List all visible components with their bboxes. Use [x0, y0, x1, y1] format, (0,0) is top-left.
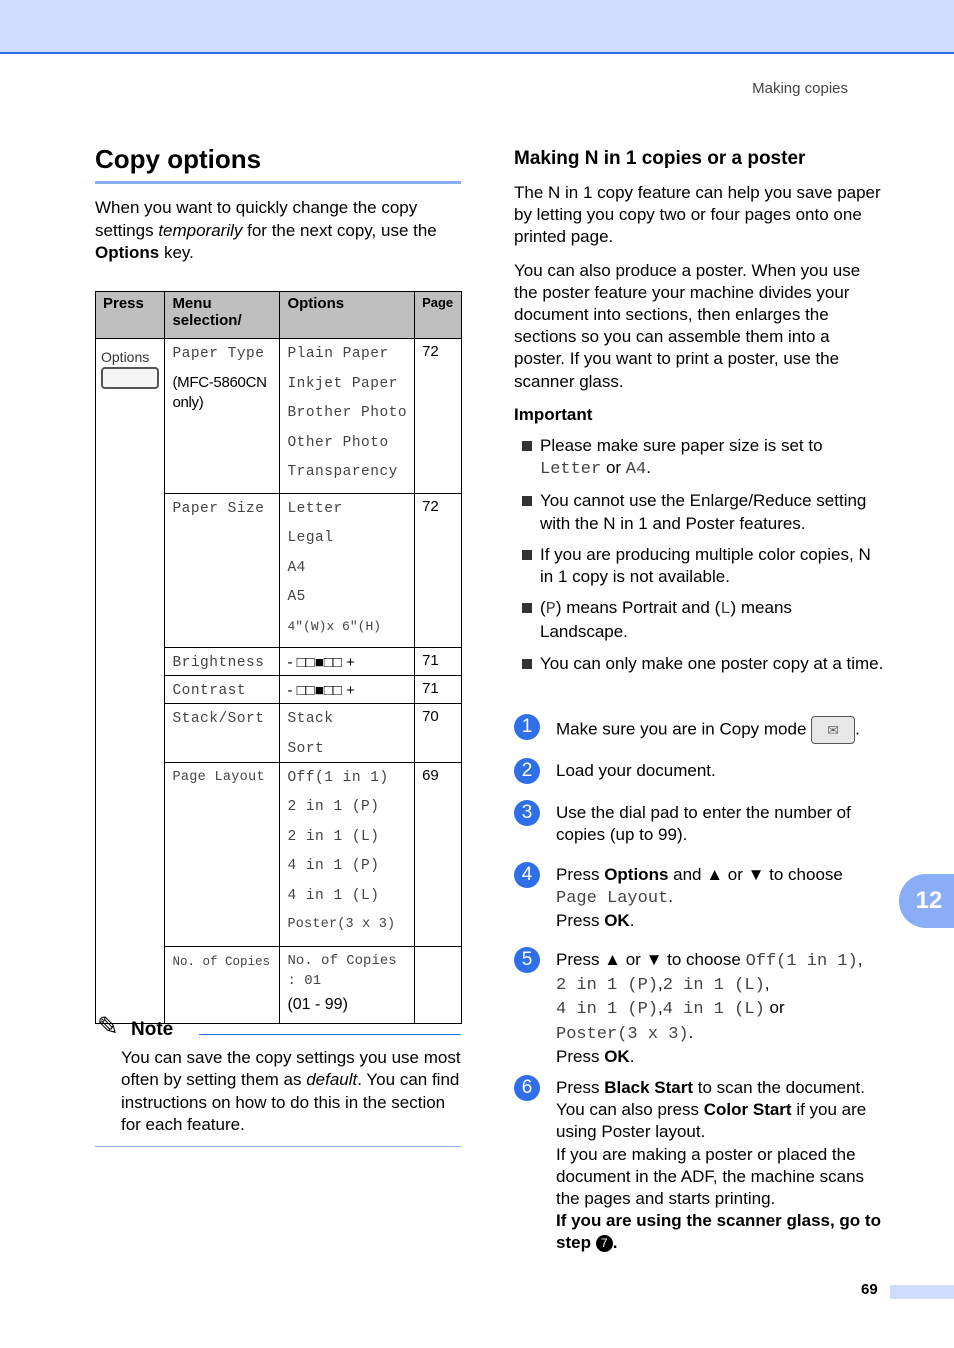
- intro-paragraph: When you want to quickly change the copy settings temporarily for the next copy, use the Options key.: [95, 198, 437, 262]
- option-value: 2 in 1 (L): [287, 828, 380, 845]
- options-key-icon: [101, 367, 159, 389]
- header-page: Page: [415, 292, 462, 339]
- option-value: 4 in 1 (P): [287, 858, 380, 874]
- page-ref: 71: [415, 676, 462, 704]
- options-key-label: Options: [101, 349, 150, 365]
- copy-mode-icon: ✉: [811, 716, 855, 744]
- table-header-row: [96, 292, 462, 339]
- paragraph: You can also produce a poster. When you use the poster feature your machine divides your document into sections, then enlarges the sections so you can assemble them into a poster. If you want to print a poster, use the scanner glass.: [514, 260, 861, 391]
- bullet-icon: [522, 496, 532, 506]
- menu-item: Contrast: [172, 683, 247, 699]
- top-banner: [0, 0, 954, 54]
- option-value: Poster(3 x 3): [287, 917, 396, 932]
- header-menu: Menu selection/: [165, 292, 280, 339]
- page-ref: 72: [415, 493, 462, 648]
- note-bottom-rule: [95, 1146, 461, 1147]
- page-ref: 71: [415, 648, 462, 676]
- title-rule: [95, 181, 461, 184]
- option-value: : 01: [287, 972, 322, 989]
- menu-note: (MFC-5860CN only): [172, 373, 267, 411]
- step-5: 5 Press ▲ or ▼ to choose Off(1 in 1), 2 in 1 (P),2 in 1 (L), 4 in 1 (P),4 in 1 (L) or Poster(3 x 3). Press OK.: [514, 949, 884, 1068]
- option-value: Plain Paper: [287, 346, 389, 362]
- option-value: Other Photo: [287, 434, 389, 451]
- list-item: You cannot use the Enlarge/Reduce setting with the N in 1 and Poster features.: [514, 490, 884, 534]
- note-pencil-icon: ✎: [97, 1011, 119, 1041]
- step-1: 1 Make sure you are in Copy mode ✉ .: [514, 716, 884, 744]
- option-value: Transparency: [287, 464, 398, 480]
- bullet-icon: [522, 603, 532, 613]
- note-label: Note: [131, 1019, 174, 1040]
- note-rule: [199, 1034, 461, 1035]
- step-number: 6: [514, 1075, 540, 1101]
- right-column: [514, 146, 884, 684]
- step-4: 4 Press Options and ▲ or ▼ to choose Page Layout. Press OK.: [514, 864, 884, 933]
- list-item: If you are producing multiple color copies, N in 1 copy is not available.: [514, 544, 884, 588]
- option-value: Legal: [287, 530, 334, 546]
- chapter-tab: 12: [899, 874, 954, 928]
- bullet-icon: [522, 441, 532, 451]
- option-value: A4: [287, 559, 306, 576]
- option-value: 4"(W)x 6"(H): [287, 618, 382, 634]
- table-row: [96, 339, 462, 494]
- step-number: 1: [514, 714, 540, 740]
- section-heading: Making N in 1 copies or a poster: [514, 148, 806, 169]
- step-number: 2: [514, 758, 540, 784]
- option-value: Off(1 in 1): [287, 769, 389, 786]
- step-number: 3: [514, 800, 540, 826]
- option-value: Letter: [287, 500, 343, 517]
- paragraph: The N in 1 copy feature can help you save paper by letting you copy two or four pages onto one printed page.: [514, 183, 881, 247]
- option-value: Inkjet Paper: [287, 375, 398, 392]
- note-text: You can save the copy settings you use most often by setting them as default. You can find instructions on how to do this in the section for each feature.: [121, 1048, 461, 1134]
- list-item: Please make sure paper size is set to Letter or A4.: [514, 435, 884, 481]
- list-item: You can only make one poster copy at a time.: [514, 653, 884, 675]
- bullet-icon: [522, 550, 532, 560]
- level-scale: - □□■□□ +: [287, 654, 355, 671]
- option-value: 4 in 1 (L): [287, 887, 380, 904]
- page-ref: 70: [415, 704, 462, 763]
- option-value: A5: [287, 589, 306, 605]
- option-value: Stack: [287, 711, 334, 727]
- header-options: Options: [280, 292, 415, 339]
- step-reference: 7: [596, 1235, 613, 1252]
- option-value: Sort: [287, 740, 325, 757]
- menu-item: Paper Type: [172, 346, 265, 362]
- option-value: Brother Photo: [287, 405, 408, 421]
- menu-item: Stack/Sort: [172, 711, 265, 727]
- copy-options-table: [95, 291, 462, 1024]
- step-2: 2 Load your document.: [514, 760, 884, 782]
- step-number: 4: [514, 862, 540, 888]
- important-label: Important: [514, 404, 593, 424]
- option-value: No. of Copies: [287, 952, 397, 969]
- step-6: 6 Press Black Start to scan the document. You can also press Color Start if you are using Poster layout. If you are making a poster or placed the document in the ADF, the machine scans the pages and starts printing. If you are using the scanner glass, go to step 7 .: [514, 1077, 884, 1255]
- running-header: Making copies: [752, 80, 848, 97]
- step-number: 5: [514, 947, 540, 973]
- option-note: (01 - 99): [287, 995, 348, 1013]
- menu-item: No. of Copies: [172, 954, 270, 969]
- page-number: 69: [861, 1281, 878, 1298]
- header-press: Press: [96, 292, 165, 339]
- page-ref: 69: [415, 762, 462, 946]
- step-3: 3 Use the dial pad to enter the number of copies (up to 99).: [514, 802, 884, 846]
- option-value: 2 in 1 (P): [287, 799, 380, 815]
- bullet-icon: [522, 659, 532, 669]
- level-scale: - □□■□□ +: [287, 682, 355, 699]
- menu-item: Brightness: [172, 655, 265, 671]
- page-title: Copy options: [95, 144, 262, 174]
- page-ref: [415, 946, 462, 1023]
- menu-item: Paper Size: [172, 500, 265, 517]
- menu-item: Page Layout: [172, 769, 265, 785]
- page-ref: 72: [415, 339, 462, 494]
- list-item: (P) means Portrait and (L) means Landscape.: [514, 597, 884, 643]
- press-cell: [96, 339, 165, 1024]
- page-bar: [890, 1285, 954, 1299]
